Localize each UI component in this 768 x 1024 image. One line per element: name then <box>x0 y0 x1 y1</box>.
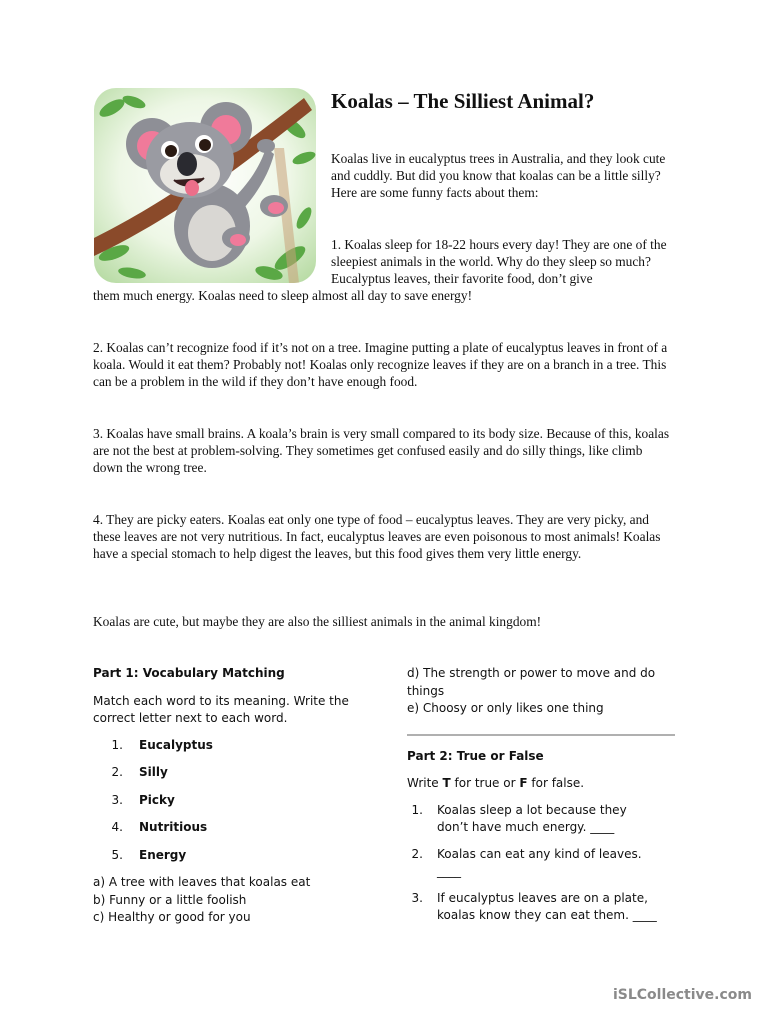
vocab-word: Silly <box>139 765 168 779</box>
vocabulary-list <box>93 737 368 865</box>
part-2-heading: Part 2: True or False <box>407 748 544 763</box>
worksheet-title: Koalas – The Silliest Animal? <box>331 89 595 113</box>
true-false-item <box>407 802 677 837</box>
definition-item: e) Choosy or only likes one thing <box>407 701 604 715</box>
statement-text: If eucalyptus leaves are on a plate, koalas know they can eat them. ____ <box>437 890 657 922</box>
true-false-item <box>407 890 677 925</box>
vocab-number: 5. <box>111 847 123 862</box>
right-column <box>407 665 677 934</box>
true-false-list <box>407 802 677 925</box>
fact-1-part-1: 1. Koalas sleep for 18-22 hours every day! They are one of the sleepiest animals in the world. Why do they sleep so much? Eucalyptus leaves, their favorite food, don’t give <box>331 237 667 286</box>
statement-text: Koalas can eat any kind of leaves. ____ <box>437 846 642 878</box>
statement-number: 3. <box>411 890 423 905</box>
fact-2: 2. Koalas can’t recognize food if it’s not on a tree. Imagine putting a plate of eucalyptus leaves in front of a koala. Would it eat them? Probably not! Koalas only recognize leaves if they are on a branch in a tree. This can be a problem in the wild if they don’t have enough food. <box>93 340 668 389</box>
statement-text: Koalas sleep a lot because they don’t have much energy. ____ <box>437 802 627 834</box>
vocab-word: Nutritious <box>139 820 208 834</box>
instructions-text: Write <box>407 776 443 790</box>
instructions-text: for false. <box>527 776 585 790</box>
definitions-list <box>93 874 368 927</box>
conclusion-paragraph: Koalas are cute, but maybe they are also the silliest animals in the animal kingdom! <box>93 614 542 629</box>
definition-item: b) Funny or a little foolish <box>93 892 247 907</box>
vocab-number: 4. <box>111 820 123 834</box>
vocab-number: 3. <box>111 792 123 807</box>
section-divider <box>407 734 675 736</box>
vocab-item <box>93 764 368 782</box>
statement-number: 1. <box>411 802 423 817</box>
true-letter: T <box>442 776 451 790</box>
site-watermark: iSLCollective.com <box>612 987 752 1003</box>
vocab-word: Energy <box>139 847 187 862</box>
part-1-instructions: Match each word to its meaning. Write the correct letter next to each word. <box>93 693 349 725</box>
part-2-instructions <box>407 775 677 793</box>
true-false-item <box>407 846 677 881</box>
definitions-list-continued <box>407 665 677 718</box>
definition-item: c) Healthy or good for you <box>93 910 251 924</box>
definition-item: a) A tree with leaves that koalas eat <box>93 875 311 889</box>
fact-1-part-2: them much energy. Koalas need to sleep almost all day to save energy! <box>93 288 473 303</box>
definition-item: d) The strength or power to move and do things <box>407 666 656 698</box>
vocab-word: Eucalyptus <box>139 737 213 752</box>
vocab-number: 1. <box>111 737 123 752</box>
vocab-item <box>93 737 368 755</box>
part-1-heading: Part 1: Vocabulary Matching <box>93 666 285 680</box>
part-1-vocabulary <box>93 665 368 927</box>
statement-number: 2. <box>411 846 423 861</box>
vocab-word: Picky <box>139 792 175 807</box>
koala-image <box>94 88 316 283</box>
vocab-item <box>93 792 368 810</box>
koala-illustration <box>94 88 316 283</box>
vocab-number: 2. <box>111 765 123 779</box>
vocab-item <box>93 847 368 865</box>
false-letter: F <box>519 776 528 790</box>
fact-4: 4. They are picky eaters. Koalas eat only one type of food – eucalyptus leaves. They are very picky, and these leaves are not very nutritious. In fact, eucalyptus leaves are even poisonous to most animals! Koalas have a special stomach to help digest the leaves, but this food gives them very little energy. <box>93 512 661 561</box>
intro-paragraph: Koalas live in eucalyptus trees in Australia, and they look cute and cuddly. But did you know that koalas can be a little silly? Here are some funny facts about them: <box>331 151 666 200</box>
fact-3: 3. Koalas have small brains. A koala’s brain is very small compared to its body size. Because of this, koalas are not the best at problem-solving. They sometimes get confused easily and do silly things, like climb down the wrong tree. <box>93 426 670 475</box>
vocab-item <box>93 819 368 837</box>
instructions-text: for true or <box>450 776 520 790</box>
